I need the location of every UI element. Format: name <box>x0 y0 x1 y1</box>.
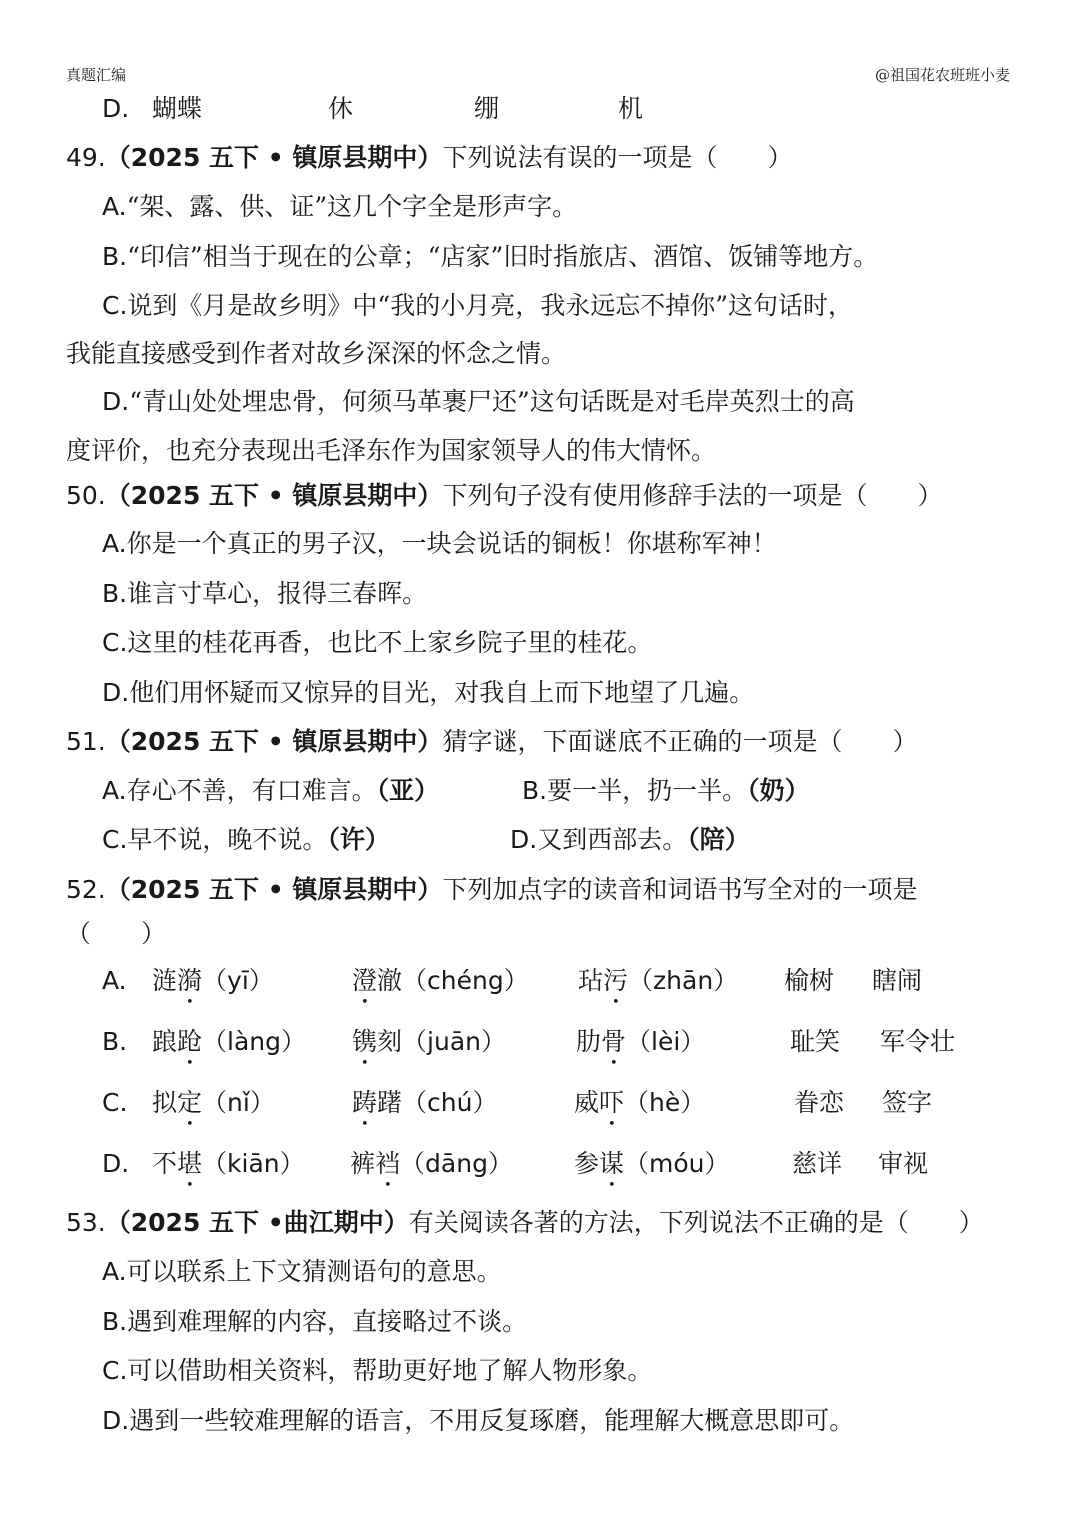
option-label: D. <box>510 825 538 854</box>
question-text: 下列加点字的读音和词语书写全对的一项是 <box>442 875 918 904</box>
option-cell: 绷 <box>474 94 500 123</box>
question-49-stem <box>0 142 1080 174</box>
option-text: “架、露、供、证”这几个字全是形声字。 <box>126 192 578 221</box>
char: 涟 <box>152 966 178 995</box>
option-label: D. <box>102 1149 130 1178</box>
option-label: C. <box>102 291 128 320</box>
option-label: D. <box>102 1406 130 1435</box>
option-text: 遇到一些较难理解的语言，不用反复琢磨，能理解大概意思即可。 <box>129 1406 855 1435</box>
option-text: 可以联系上下文猜测语句的意思。 <box>126 1257 502 1286</box>
question-number: 51. <box>66 727 106 756</box>
option-text: 谁言寸草心，报得三春晖。 <box>127 579 428 608</box>
q51-option-d <box>510 824 750 856</box>
q49-option-a <box>0 191 1080 223</box>
question-53-stem <box>0 1207 1080 1239</box>
option-answer: （亚） <box>376 776 440 805</box>
word-5: 签字 <box>882 1088 933 1117</box>
pinyin: （móu） <box>624 1149 730 1178</box>
q50-option-d <box>0 677 1080 709</box>
q49-option-d <box>0 386 1080 418</box>
q53-option-a <box>0 1256 1080 1288</box>
dotted-char: 漪 <box>177 966 203 995</box>
option-label: A. <box>102 1257 127 1286</box>
q50-option-c <box>0 627 1080 659</box>
option-label: B. <box>102 1307 128 1336</box>
word-2 <box>350 1148 513 1193</box>
question-source: （2025 五下 • 镇原县期中） <box>105 875 443 904</box>
word-1 <box>152 1087 275 1132</box>
option-label: B. <box>102 579 128 608</box>
word-5: 军令壮 <box>880 1027 956 1056</box>
question-number: 50. <box>66 481 106 510</box>
char: 刻 <box>377 1027 403 1056</box>
option-cell: 机 <box>618 94 644 123</box>
dotted-char: 镌 <box>352 1027 378 1056</box>
option-answer: （奶） <box>747 776 810 805</box>
question-text: 下列句子没有使用修辞手法的一项是（ ） <box>442 481 943 510</box>
dotted-char: 骨 <box>601 1027 627 1056</box>
word-5: 审视 <box>878 1149 929 1178</box>
q49-option-d-cont: 度评价，也充分表现出毛泽东作为国家领导人的伟大情怀。 <box>66 436 717 465</box>
question-number: 49. <box>66 143 106 172</box>
word-3 <box>576 1026 705 1071</box>
char: 澈 <box>377 966 403 995</box>
pinyin: （yī） <box>202 966 274 995</box>
word-2 <box>352 965 529 1010</box>
dotted-char: 踌 <box>352 1088 378 1117</box>
option-cell: 休 <box>328 94 354 123</box>
char: 不 <box>152 1149 178 1178</box>
question-number: 52. <box>66 875 106 904</box>
word-5: 瞎闹 <box>872 966 923 995</box>
question-52-paren: （ ） <box>66 919 167 948</box>
word-4: 慈详 <box>792 1149 843 1178</box>
word-4: 榆树 <box>784 966 835 995</box>
word-2 <box>352 1026 506 1071</box>
word-4: 耻笑 <box>790 1027 841 1056</box>
question-text: 猜字谜，下面谜底不正确的一项是（ ） <box>442 727 918 756</box>
q51-option-b <box>522 775 810 807</box>
option-text: 又到西部去。 <box>537 825 688 854</box>
word-3 <box>574 1148 730 1193</box>
q53-option-c <box>0 1355 1080 1387</box>
pinyin: （dāng） <box>400 1149 513 1178</box>
word-3 <box>578 965 738 1010</box>
option-answer: （许） <box>327 825 390 854</box>
option-text: 存心不善，有口难言。 <box>126 776 377 805</box>
option-text: 遇到难理解的内容，直接略过不谈。 <box>127 1307 528 1336</box>
word-4: 眷恋 <box>794 1088 845 1117</box>
header-right: @祖国花农班班小麦 <box>874 66 1010 84</box>
option-label: D. <box>102 387 130 416</box>
dotted-char: 定 <box>177 1088 203 1117</box>
option-text: 可以借助相关资料，帮助更好地了解人物形象。 <box>127 1356 653 1385</box>
q51-option-a <box>102 775 439 807</box>
char: 拟 <box>152 1088 178 1117</box>
option-label: A. <box>102 966 127 995</box>
char: 躇 <box>377 1088 403 1117</box>
option-label: A. <box>102 192 127 221</box>
dotted-char: 堪 <box>177 1149 203 1178</box>
option-label: D. <box>102 678 130 707</box>
question-source: （2025 五下 • 镇原县期中） <box>105 481 443 510</box>
char: 踉 <box>152 1027 178 1056</box>
option-label: C. <box>102 1088 128 1117</box>
char: 肋 <box>576 1027 602 1056</box>
option-text: 说到《月是故乡明》中“我的小月亮，我永远忘不掉你”这句话时， <box>127 291 853 320</box>
question-text: 有关阅读各著的方法，下列说法不正确的是（ ） <box>408 1208 984 1237</box>
pinyin: （chú） <box>402 1088 498 1117</box>
option-text: 他们用怀疑而又惊异的目光，对我自上而下地望了几遍。 <box>129 678 755 707</box>
word-3 <box>574 1087 705 1132</box>
option-text: 早不说，晚不说。 <box>127 825 328 854</box>
q53-option-b <box>0 1306 1080 1338</box>
pinyin: （làng） <box>202 1027 307 1056</box>
q49-option-c <box>0 290 1080 322</box>
char: 威 <box>574 1088 600 1117</box>
dotted-char: 裆 <box>375 1149 401 1178</box>
option-text: 要一半，扔一半。 <box>547 776 748 805</box>
header-left: 真题汇编 <box>66 66 127 84</box>
option-label: A. <box>102 529 127 558</box>
q51-option-c <box>102 824 390 856</box>
pinyin: （nǐ） <box>202 1088 275 1117</box>
option-label: B. <box>102 242 128 271</box>
dotted-char: 跄 <box>177 1027 203 1056</box>
option-label: C. <box>102 825 128 854</box>
question-52-stem <box>0 874 1080 906</box>
question-number: 53. <box>66 1208 106 1237</box>
pinyin: （hè） <box>624 1088 706 1117</box>
q49-option-b <box>0 241 1080 273</box>
q50-option-a <box>0 528 1080 560</box>
option-label: B. <box>522 776 548 805</box>
option-label: D. <box>102 94 130 123</box>
word-1 <box>152 1026 306 1071</box>
char: 裤 <box>350 1149 376 1178</box>
question-source: （2025 五下 • 镇原县期中） <box>105 143 443 172</box>
question-source: （2025 五下 • 镇原县期中） <box>105 727 443 756</box>
pinyin: （chéng） <box>402 966 529 995</box>
word-1 <box>152 1148 305 1193</box>
option-label: A. <box>102 776 127 805</box>
option-text: 你是一个真正的男子汉，一块会说话的铜板！你堪称军神！ <box>126 529 777 558</box>
pinyin: （juān） <box>402 1027 506 1056</box>
dotted-char: 污 <box>603 966 629 995</box>
question-51-stem <box>0 726 1080 758</box>
q53-option-d <box>0 1405 1080 1437</box>
q49-option-c-cont: 我能直接感受到作者对故乡深深的怀念之情。 <box>66 339 567 368</box>
option-text: “青山处处埋忠骨，何须马革裹尸还”这句话既是对毛岸英烈士的高 <box>129 387 855 416</box>
option-cell: 蝴蝶 <box>152 94 203 123</box>
char: 参 <box>574 1149 600 1178</box>
word-1 <box>152 965 274 1010</box>
pinyin: （lèi） <box>626 1027 706 1056</box>
question-source: （2025 五下 •曲江期中） <box>105 1208 409 1237</box>
q50-option-b <box>0 578 1080 610</box>
option-label: C. <box>102 628 128 657</box>
option-text: “印信”相当于现在的公章；“店家”旧时指旅店、酒馆、饭铺等地方。 <box>127 242 879 271</box>
pinyin: （kiān） <box>202 1149 305 1178</box>
option-answer: （陪） <box>687 825 750 854</box>
char: 玷 <box>578 966 604 995</box>
dotted-char: 谋 <box>599 1149 625 1178</box>
question-50-stem <box>0 480 1080 512</box>
option-label: C. <box>102 1356 128 1385</box>
option-label: B. <box>102 1027 128 1056</box>
dotted-char: 澄 <box>352 966 378 995</box>
option-text: 这里的桂花再香，也比不上家乡院子里的桂花。 <box>127 628 653 657</box>
pinyin: （zhān） <box>628 966 739 995</box>
dotted-char: 吓 <box>599 1088 625 1117</box>
question-text: 下列说法有误的一项是（ ） <box>442 143 793 172</box>
word-2 <box>352 1087 497 1132</box>
